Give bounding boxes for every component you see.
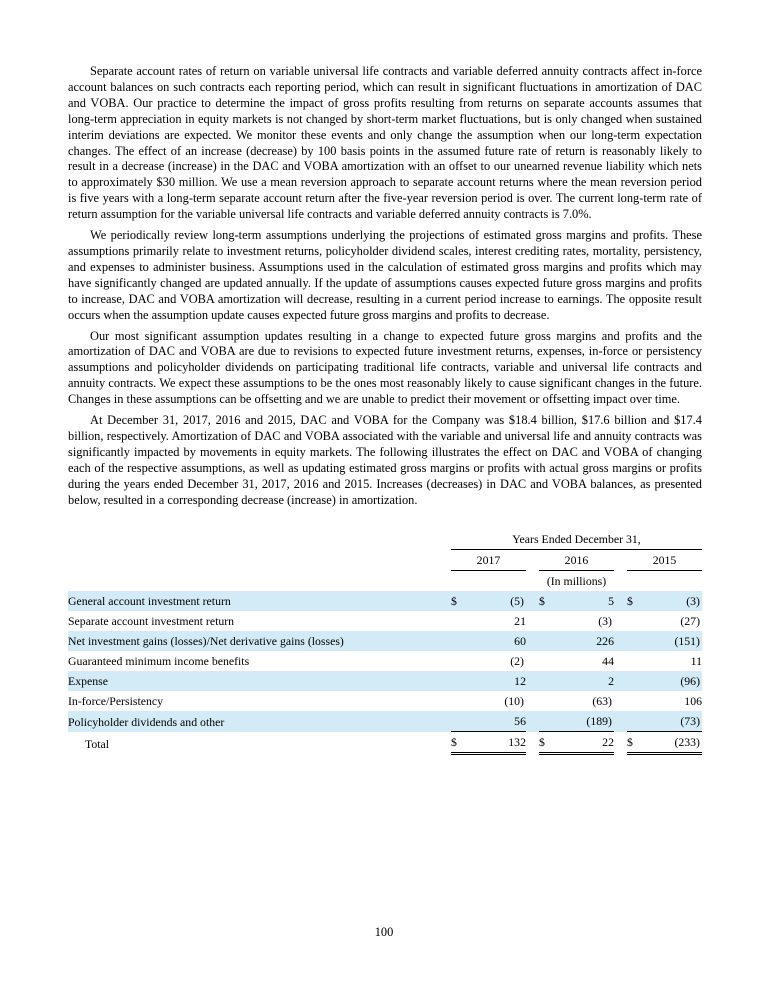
table-header bbox=[68, 529, 702, 591]
table-row bbox=[68, 691, 702, 711]
cell-value: (151) bbox=[674, 634, 700, 649]
column-gap bbox=[526, 732, 539, 754]
cell-value: 44 bbox=[602, 654, 614, 669]
dollar-sign bbox=[451, 711, 466, 732]
cell-value: (189) bbox=[586, 714, 612, 729]
column-header-2017: 2017 bbox=[451, 550, 526, 571]
dac-voba-effect-table bbox=[68, 529, 702, 755]
header-row-years bbox=[68, 550, 702, 571]
cell-value: 60 bbox=[514, 634, 526, 649]
column-gap bbox=[526, 631, 539, 651]
total-row bbox=[68, 732, 702, 754]
cell-value: 12 bbox=[514, 674, 526, 689]
cell-value: 56 bbox=[514, 714, 526, 729]
in-millions-note: (In millions) bbox=[546, 574, 607, 589]
dollar-sign bbox=[451, 691, 466, 711]
dollar-sign bbox=[539, 671, 554, 691]
column-gap bbox=[526, 711, 539, 732]
dollar-sign bbox=[451, 651, 466, 671]
header-row-title bbox=[68, 529, 702, 550]
dollar-sign: $ bbox=[627, 732, 642, 754]
header-row-units bbox=[68, 571, 702, 592]
column-gap bbox=[614, 611, 627, 631]
cell-value: 11 bbox=[690, 654, 702, 669]
column-gap bbox=[614, 651, 627, 671]
dollar-sign bbox=[627, 651, 642, 671]
dollar-sign bbox=[451, 631, 466, 651]
dollar-sign bbox=[627, 691, 642, 711]
column-gap bbox=[526, 611, 539, 631]
cell-value: (27) bbox=[680, 614, 700, 629]
table-row bbox=[68, 631, 702, 651]
table-row bbox=[68, 651, 702, 671]
paragraph-long-term-assumptions: We periodically review long-term assumptions underlying the projections of estimated gross margins and profits. These assumptions primarily relate to investment returns, policyholder dividend scales, interest crediting rates, mortality, persistency, and expenses to administer business. Assumptions used in the calculation of estimated gross margins and profits which may have significantly changed are updated annually. If the update of assumptions causes expected future gross margins and profits to increase, DAC and VOBA amortization will decrease, resulting in a current period increase to earnings. The opposite result occurs when the assumption update causes expected future gross margins and profits to decrease. bbox=[68, 228, 702, 322]
row-label: Separate account investment return bbox=[68, 614, 235, 629]
dollar-sign: $ bbox=[538, 594, 545, 609]
row-label: Net investment gains (losses)/Net derivative gains (losses) bbox=[68, 634, 344, 649]
dollar-sign bbox=[627, 611, 642, 631]
page-content bbox=[68, 64, 702, 755]
column-header-2016: 2016 bbox=[539, 550, 614, 571]
column-gap bbox=[526, 671, 539, 691]
row-label: Expense bbox=[68, 674, 108, 689]
column-gap bbox=[614, 591, 627, 611]
dollar-sign bbox=[539, 691, 554, 711]
dollar-sign bbox=[451, 611, 466, 631]
column-gap bbox=[526, 550, 539, 571]
header-spacer bbox=[68, 571, 451, 592]
cell-value: 5 bbox=[608, 594, 614, 609]
cell-value: (73) bbox=[680, 714, 700, 729]
column-gap bbox=[526, 591, 539, 611]
table-row bbox=[68, 671, 702, 691]
paragraph-dac-voba-balances: At December 31, 2017, 2016 and 2015, DAC and VOBA for the Company was $18.4 billion, $17.6 billion and $17.4 billion, respectively. Amortization of DAC and VOBA associated with the variable and universal life and annuity contracts was significantly impacted by movements in equity markets. The following illustrates the effect on DAC and VOBA of changing each of the respective assumptions, as well as updating estimated gross margins or profits with actual gross margins or profits during the years ended December 31, 2017, 2016 and 2015. Increases (decreases) in DAC and VOBA balances, as presented below, resulted in a corresponding decrease (increase) in amortization. bbox=[68, 413, 702, 507]
cell-value: (96) bbox=[680, 674, 700, 689]
dollar-sign: $ bbox=[539, 732, 554, 754]
row-label: Policyholder dividends and other bbox=[68, 714, 225, 729]
column-gap bbox=[614, 732, 627, 754]
table-row bbox=[68, 591, 702, 611]
dollar-sign bbox=[539, 611, 554, 631]
cell-value: 106 bbox=[684, 694, 702, 709]
header-spacer bbox=[68, 529, 451, 550]
dollar-sign: $ bbox=[451, 732, 466, 754]
column-gap bbox=[614, 711, 627, 732]
paragraph-separate-account-returns: Separate account rates of return on variable universal life contracts and variable deferred annuity contracts affect in-force account balances on such contracts each reporting period, which can result in significant fluctuations in amortization of DAC and VOBA. Our practice to determine the impact of gross profits resulting from returns on separate accounts assumes that long-term appreciation in equity markets is not changed by short-term market fluctuations, but is only changed when sustained interim deviations are expected. We monitor these events and only change the assumption when our long-term expectation changes. The effect of an increase (decrease) by 100 basis points in the assumed future rate of return is reasonably likely to result in a decrease (increase) in the DAC and VOBA amortization with an offset to our unearned revenue liability which nets to approximately $30 million. We use a mean reversion approach to separate account returns where the mean reversion period is five years with a long-term separate account return after the five-year reversion period is over. The current long-term rate of return assumption for the variable universal life contracts and variable deferred annuity contracts is 7.0%. bbox=[68, 64, 702, 222]
dollar-sign bbox=[539, 631, 554, 651]
cell-value: (10) bbox=[504, 694, 524, 709]
cell-value: 2 bbox=[608, 674, 614, 689]
column-gap bbox=[614, 691, 627, 711]
column-gap bbox=[526, 651, 539, 671]
dollar-sign: $ bbox=[450, 594, 457, 609]
dollar-sign bbox=[539, 711, 554, 732]
row-label: General account investment return bbox=[68, 594, 231, 609]
dollar-sign: $ bbox=[626, 594, 633, 609]
cell-value: (5) bbox=[510, 594, 524, 609]
row-label: Guaranteed minimum income benefits bbox=[68, 654, 250, 669]
total-label: Total bbox=[85, 736, 110, 751]
cell-value: (3) bbox=[686, 594, 700, 609]
cell-value: (233) bbox=[642, 732, 702, 754]
column-gap bbox=[614, 671, 627, 691]
column-gap bbox=[614, 631, 627, 651]
page-number: 100 bbox=[374, 925, 394, 939]
column-gap bbox=[526, 691, 539, 711]
column-gap bbox=[614, 550, 627, 571]
cell-value: 132 bbox=[466, 732, 526, 754]
cell-value: (2) bbox=[510, 654, 524, 669]
row-label: In-force/Persistency bbox=[68, 694, 163, 709]
table-body bbox=[68, 591, 702, 754]
cell-value: 226 bbox=[596, 634, 614, 649]
dollar-sign bbox=[539, 651, 554, 671]
dollar-sign bbox=[627, 631, 642, 651]
header-spacer bbox=[68, 550, 451, 571]
paragraph-significant-assumption-updates: Our most significant assumption updates resulting in a change to expected future gross margins and profits and the amortization of DAC and VOBA are due to revisions to expected future investment returns, expenses, in-force or persistency assumptions and policyholder dividends on participating traditional life contracts, variable and universal life contracts and annuity contracts. We expect these assumptions to be the ones most reasonably likely to cause significant changes in the future. Changes in these assumptions can be offsetting and we are unable to predict their movement or offsetting impact over time. bbox=[68, 328, 702, 407]
years-ended-header: Years Ended December 31, bbox=[451, 529, 702, 550]
cell-value: 21 bbox=[514, 614, 526, 629]
cell-value: 22 bbox=[554, 732, 614, 754]
cell-value: (63) bbox=[592, 694, 612, 709]
dollar-sign bbox=[627, 671, 642, 691]
table-row bbox=[68, 711, 702, 732]
dollar-sign bbox=[627, 711, 642, 732]
table-row bbox=[68, 611, 702, 631]
dollar-sign bbox=[451, 671, 466, 691]
column-header-2015: 2015 bbox=[627, 550, 702, 571]
cell-value: (3) bbox=[598, 614, 612, 629]
